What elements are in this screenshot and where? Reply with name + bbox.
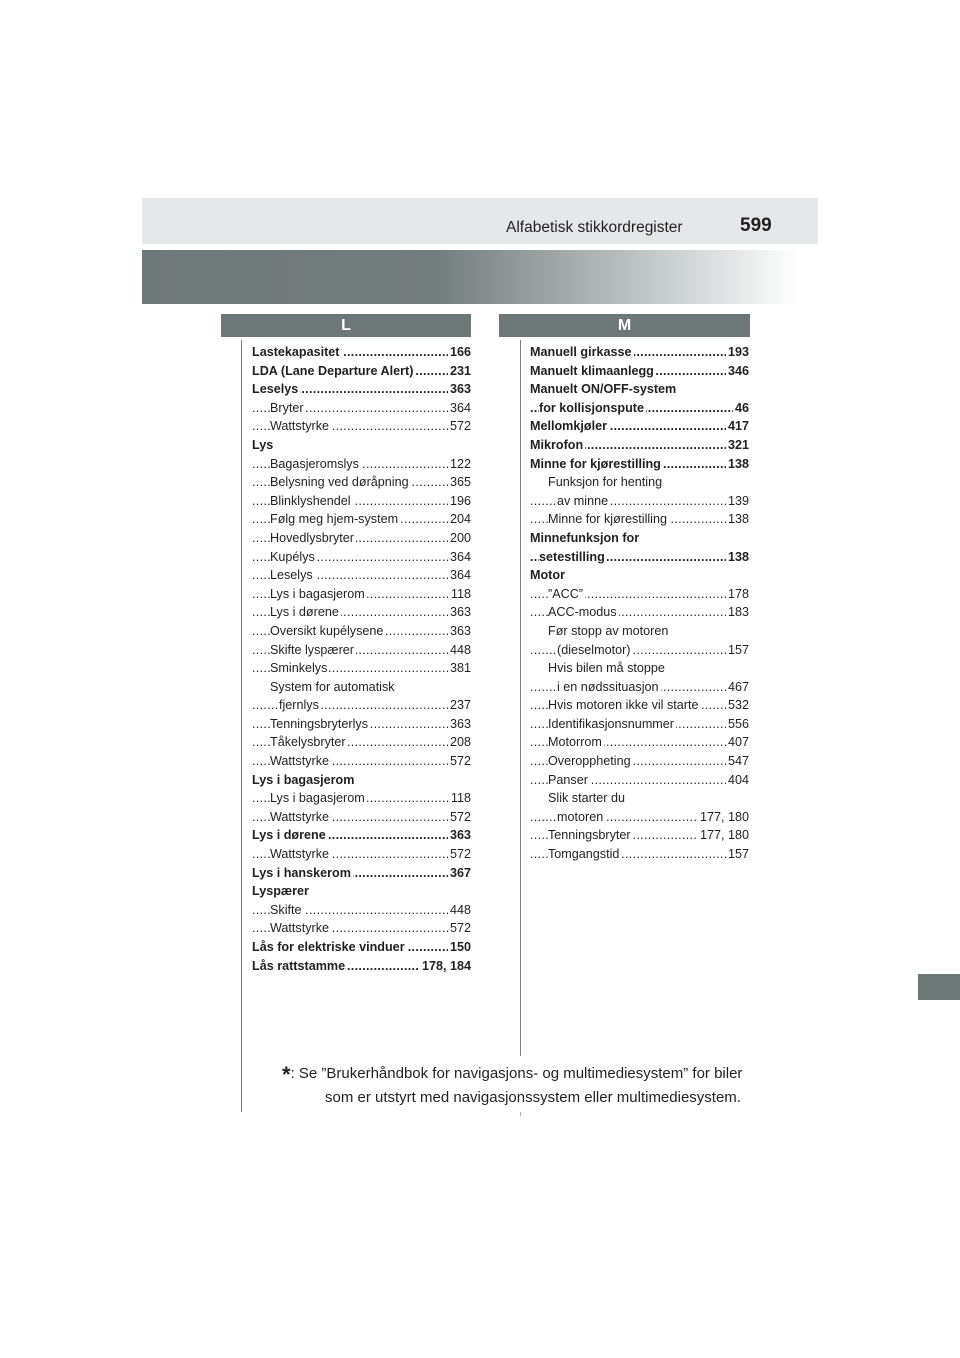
index-entry-page: 367 xyxy=(448,864,471,883)
index-entry-page: 208 xyxy=(448,733,471,752)
index-entry-page: 193 xyxy=(726,343,749,362)
index-entry-page: 183 xyxy=(726,603,749,622)
index-entry-page: 407 xyxy=(726,733,749,752)
index-entry xyxy=(530,752,749,771)
index-entry xyxy=(252,473,471,492)
index-entry-term: Lås for elektriske vinduer xyxy=(252,940,405,954)
index-entry xyxy=(252,957,471,976)
index-entry xyxy=(530,641,749,660)
footnote xyxy=(282,1062,752,1109)
index-entry-term: Motorrom xyxy=(548,735,602,750)
index-entry-term: ”ACC” xyxy=(548,586,583,601)
index-entry xyxy=(252,566,471,585)
center-rule-tick xyxy=(520,1112,521,1116)
index-entry-term: Hovedlysbryter xyxy=(270,530,354,545)
index-entry xyxy=(252,864,471,883)
index-entry xyxy=(530,808,749,827)
index-entry xyxy=(530,455,749,474)
index-entry-term: Hvis bilen må stoppe xyxy=(548,661,665,676)
index-entry-term: Minnefunksjon for xyxy=(530,530,640,545)
index-entry xyxy=(252,455,471,474)
index-entry xyxy=(252,696,471,715)
index-entry-term: for kollisjonspute xyxy=(539,400,644,415)
index-entry xyxy=(252,436,471,455)
center-column-rule xyxy=(520,340,521,1056)
index-entry-term: Lys i dørene xyxy=(252,828,326,843)
index-entry-term: Lys i dørene xyxy=(270,605,339,620)
index-entry-page: 166 xyxy=(448,343,471,362)
index-entry-term: Blinklyshendel xyxy=(270,493,351,508)
index-column-l xyxy=(252,343,471,975)
index-entry-page: 572 xyxy=(448,752,471,771)
index-entry-page: 138 xyxy=(726,548,749,567)
index-entry-term: Mikrofon xyxy=(530,437,584,452)
index-entry-page: 118 xyxy=(449,585,471,604)
index-entry xyxy=(530,733,749,752)
index-entry-page: 572 xyxy=(448,845,471,864)
index-entry xyxy=(530,715,749,734)
index-entry xyxy=(530,826,749,845)
index-entry xyxy=(252,585,471,604)
index-entry-term: Tomgangstid xyxy=(548,847,620,862)
index-entry xyxy=(252,529,471,548)
index-entry-page: 200 xyxy=(448,529,471,548)
index-entry xyxy=(252,938,471,957)
index-entry-term: Oversikt kupélysene xyxy=(270,623,384,638)
index-entry-term: Belysning ved døråpning xyxy=(270,475,409,490)
index-entry xyxy=(252,417,471,436)
index-entry xyxy=(252,362,471,381)
index-entry-term: Manuelt ON/OFF-system xyxy=(530,382,677,397)
index-entry xyxy=(530,771,749,790)
index-entry xyxy=(530,603,749,622)
index-entry xyxy=(530,436,749,455)
index-entry-term: Lys i hanskerom xyxy=(252,865,351,880)
index-entry-page: 157 xyxy=(726,845,749,864)
index-entry-page: 556 xyxy=(726,715,749,734)
index-entry xyxy=(252,901,471,920)
index-entry xyxy=(252,845,471,864)
index-entry xyxy=(530,696,749,715)
index-entry-term: Wattstyrke xyxy=(270,754,330,769)
index-entry-page: 467 xyxy=(726,678,749,697)
index-entry xyxy=(530,845,749,864)
index-entry-term: ACC-modus xyxy=(548,605,617,620)
index-entry xyxy=(530,492,749,511)
index-entry xyxy=(252,678,471,697)
index-entry-page: 365 xyxy=(448,473,471,492)
index-entry-page: 381 xyxy=(448,659,471,678)
index-entry-term: motoren xyxy=(557,809,604,824)
index-entry-page: 363 xyxy=(448,715,471,734)
index-entry-term: Minne for kjørestilling xyxy=(530,456,661,471)
index-entry-term: (dieselmotor) xyxy=(557,642,631,657)
index-entry-page: 448 xyxy=(448,641,471,660)
index-entry-page: 177, 180 xyxy=(698,808,749,827)
index-entry-term: Før stopp av motoren xyxy=(548,623,669,638)
index-entry-term: fjernlys xyxy=(279,698,319,713)
index-entry-term: Manuelt klimaanlegg xyxy=(530,363,654,378)
index-entry xyxy=(252,659,471,678)
index-entry xyxy=(252,919,471,938)
index-entry-term: Identifikasjonsnummer xyxy=(548,716,674,731)
index-entry-page: 404 xyxy=(726,771,749,790)
index-entry-page: 346 xyxy=(726,362,749,381)
index-entry-page: 363 xyxy=(448,380,471,399)
index-entry-page: 178 xyxy=(726,585,749,604)
index-entry-term: Lyspærer xyxy=(252,884,309,899)
index-entry-page: 364 xyxy=(448,566,471,585)
index-entry-page: 364 xyxy=(448,548,471,567)
index-entry-term: Hvis motoren ikke vil starte xyxy=(548,698,699,713)
index-entry-page: 138 xyxy=(726,510,749,529)
index-entry xyxy=(252,548,471,567)
index-entry-term: i en nødssituasjon xyxy=(557,679,659,694)
index-entry-term: Kupélys xyxy=(270,549,315,564)
index-entry-term: Panser xyxy=(548,772,588,787)
index-entry-term: System for automatisk xyxy=(270,679,395,694)
index-entry xyxy=(530,399,749,418)
index-entry-term: Motor xyxy=(530,568,565,583)
index-entry xyxy=(252,641,471,660)
index-entry xyxy=(252,343,471,362)
index-entry-page: 363 xyxy=(448,622,471,641)
index-entry-term: Lås rattstamme xyxy=(252,958,346,973)
index-entry-term: Tenningsbryter xyxy=(548,828,631,843)
section-thumb-tab xyxy=(918,974,960,1000)
index-column-m xyxy=(530,343,749,864)
index-entry-term: Skifte xyxy=(270,902,302,917)
index-entry-term: Wattstyrke xyxy=(270,847,330,862)
index-entry xyxy=(252,603,471,622)
index-entry xyxy=(530,789,749,808)
left-column-rule xyxy=(241,340,242,1112)
index-entry-term: Mellomkjøler xyxy=(530,419,607,434)
index-entry-page: 139 xyxy=(726,492,749,511)
index-entry xyxy=(530,362,749,381)
index-entry-page: 532 xyxy=(726,696,749,715)
index-entry xyxy=(252,380,471,399)
index-entry xyxy=(530,343,749,362)
index-entry xyxy=(530,622,749,641)
index-entry-page: 150 xyxy=(448,938,471,957)
index-entry xyxy=(530,529,749,548)
index-entry xyxy=(252,715,471,734)
index-entry-term: setestilling xyxy=(539,549,605,564)
index-entry xyxy=(252,826,471,845)
index-entry-page: 178, 184 xyxy=(420,957,471,976)
page-number: 599 xyxy=(740,215,772,236)
index-entry-term: Slik starter du xyxy=(548,791,625,806)
index-entry-page: 363 xyxy=(448,826,471,845)
index-entry-term: Tenningsbryterlys xyxy=(270,716,368,731)
index-entry xyxy=(530,585,749,604)
index-entry xyxy=(530,548,749,567)
index-entry-page: 177, 180 xyxy=(698,826,749,845)
index-entry-page: 46 xyxy=(733,399,749,418)
index-entry-term: av minne xyxy=(557,493,609,508)
index-entry xyxy=(252,752,471,771)
index-entry-page: 237 xyxy=(448,696,471,715)
index-entry xyxy=(252,492,471,511)
index-entry-term: Tåkelysbryter xyxy=(270,735,346,750)
index-entry xyxy=(530,473,749,492)
index-entry-term: Wattstyrke xyxy=(270,809,330,824)
index-entry-term: Manuell girkasse xyxy=(530,345,632,359)
index-entry-term: Lys i bagasjerom xyxy=(252,772,355,787)
footnote-line-1: : Se ”Brukerhåndbok for navigasjons- og multimediesystem” for biler xyxy=(290,1065,743,1082)
index-entry-page: 448 xyxy=(448,901,471,920)
index-entry-term: Wattstyrke xyxy=(270,921,330,936)
index-entry-term: Sminkelys xyxy=(270,661,328,676)
index-entry-page: 157 xyxy=(726,641,749,660)
section-letter-m: M xyxy=(499,314,750,337)
index-entry xyxy=(530,566,749,585)
index-entry-page: 572 xyxy=(448,919,471,938)
index-entry-page: 196 xyxy=(448,492,471,511)
index-entry-page: 122 xyxy=(448,455,471,474)
index-entry xyxy=(252,733,471,752)
index-entry xyxy=(252,808,471,827)
index-entry xyxy=(530,417,749,436)
index-entry xyxy=(252,771,471,790)
index-entry-page: 118 xyxy=(449,789,471,808)
index-entry xyxy=(252,399,471,418)
index-entry-term: Leselys xyxy=(270,568,313,583)
index-entry-page: 363 xyxy=(448,603,471,622)
index-entry xyxy=(252,882,471,901)
index-entry-page: 547 xyxy=(726,752,749,771)
index-entry xyxy=(530,678,749,697)
index-entry-term: Minne for kjørestilling xyxy=(548,512,667,527)
index-entry-page: 138 xyxy=(726,455,749,474)
index-entry-term: Wattstyrke xyxy=(270,419,330,434)
index-entry xyxy=(530,510,749,529)
index-entry-term: Lys i bagasjerom xyxy=(270,586,365,601)
index-entry-page: 572 xyxy=(448,808,471,827)
index-entry-term: Overoppheting xyxy=(548,754,631,769)
index-entry xyxy=(252,510,471,529)
index-entry xyxy=(530,380,749,399)
footnote-line-2: som er utstyrt med navigasjonssystem eller multimediesystem. xyxy=(325,1089,741,1106)
index-entry xyxy=(252,789,471,808)
index-entry-term: Leselys xyxy=(252,382,299,397)
footnote-marker: * xyxy=(282,1062,291,1087)
index-entry xyxy=(530,659,749,678)
decorative-gradient-band xyxy=(142,250,798,304)
index-entry-term: Bryter xyxy=(270,400,304,415)
index-entry-term: Lys i bagasjerom xyxy=(270,791,365,806)
index-entry-term: Bagasjeromslys xyxy=(270,456,359,471)
index-entry-page: 321 xyxy=(726,436,749,455)
section-letter-l: L xyxy=(221,314,471,337)
index-entry-page: 231 xyxy=(448,362,471,381)
index-entry-term: Følg meg hjem-system xyxy=(270,512,399,527)
index-entry-page: 204 xyxy=(448,510,471,529)
header-bar xyxy=(142,198,818,244)
index-entry-term: Funksjon for henting xyxy=(548,475,663,490)
index-entry-page: 417 xyxy=(726,417,749,436)
index-entry-term: Lys xyxy=(252,437,274,452)
index-entry-page: 364 xyxy=(448,399,471,418)
page-header-title: Alfabetisk stikkordregister xyxy=(506,219,683,236)
index-entry-term: Skifte lyspærer xyxy=(270,642,354,657)
index-entry-term: LDA (Lane Departure Alert) xyxy=(252,363,414,378)
index-entry xyxy=(252,622,471,641)
index-entry-page: 572 xyxy=(448,417,471,436)
index-entry-term: Lastekapasitet xyxy=(252,345,340,359)
